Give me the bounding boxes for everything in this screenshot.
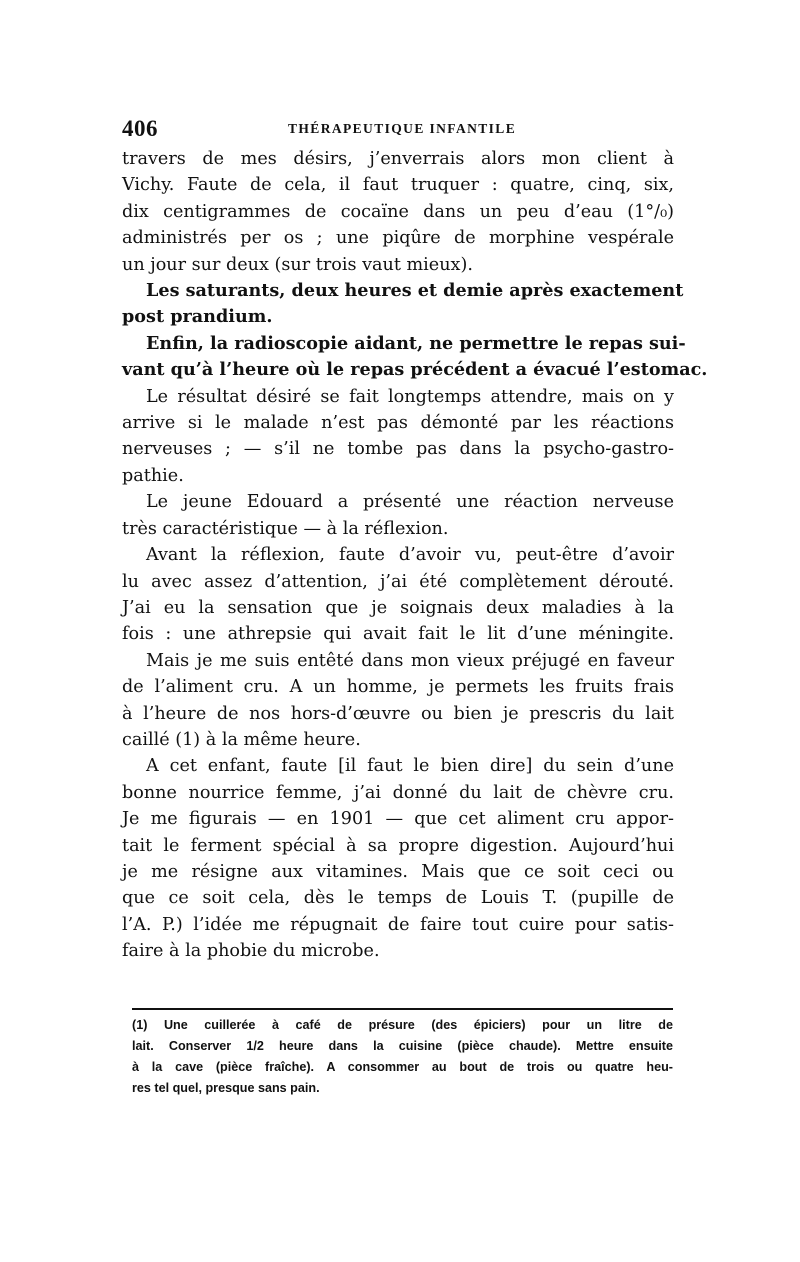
footnote-line: lait. Conserver 1/2 heure dans la cuisine (pièce chaude). Mettre ensuite [132, 1039, 673, 1053]
text-line: A cet enfant, faute [il faut le bien dire] du sein d’une [146, 756, 674, 777]
text-line: dix centigrammes de cocaïne dans un peu d’eau (1°/₀) [122, 201, 674, 222]
text-line: tait le ferment spécial à sa propre digestion. Aujourd’hui [122, 835, 674, 856]
paragraph [122, 542, 674, 648]
text-line: lu avec assez d’attention, j’ai été complètement dérouté. [122, 571, 674, 592]
paragraph [122, 489, 674, 542]
paragraph [122, 648, 674, 754]
text-line: très caractéristique — à la réflexion. [122, 518, 449, 539]
body-text [122, 146, 708, 965]
text-line: Les saturants, deux heures et demie après exactement [146, 280, 684, 302]
text-line: je me résigne aux vitamines. Mais que ce soit ceci ou [122, 861, 674, 882]
text-line: fois : une athrepsie qui avait fait le lit d’une méningite. [122, 624, 674, 645]
text-line: faire à la phobie du microbe. [122, 941, 380, 962]
text-line: Mais je me suis entêté dans mon vieux préjugé en faveur [146, 650, 674, 671]
text-line: Le résultat désiré se fait longtemps attendre, mais on y [146, 386, 674, 407]
footnote-divider [132, 1008, 673, 1010]
paragraph [122, 331, 708, 384]
text-line: arrive si le malade n’est pas démonté par les réactions [122, 413, 674, 434]
text-line: Je me figurais — en 1901 — que cet aliment cru appor- [122, 809, 674, 830]
text-line: un jour sur deux (sur trois vaut mieux). [122, 254, 473, 275]
text-line: post prandium. [122, 306, 273, 328]
text-line: vant qu’à l’heure où le repas précédent a évacué l’estomac. [122, 359, 708, 381]
text-line: J’ai eu la sensation que je soignais deux maladies à la [122, 597, 674, 618]
paragraph [122, 753, 674, 964]
paragraph [122, 146, 674, 278]
text-line: Vichy. Faute de cela, il faut truquer : quatre, cinq, six, [122, 175, 674, 196]
footnote-line: à la cave (pièce fraîche). A consommer au bout de trois ou quatre heu- [132, 1060, 673, 1074]
running-title: THÉRAPEUTIQUE INFANTILE [288, 121, 517, 136]
page-number: 406 [122, 116, 158, 141]
text-line: pathie. [122, 465, 184, 486]
text-line: administrés per os ; une piqûre de morphine vespérale [122, 228, 674, 249]
text-line: bonne nourrice femme, j’ai donné du lait de chèvre cru. [122, 782, 674, 803]
footnote-line: res tel quel, presque sans pain. [132, 1081, 320, 1095]
text-line: Le jeune Edouard a présenté une réaction nerveuse [146, 492, 674, 513]
paragraph [122, 384, 674, 490]
footnote-line: (1) Une cuillerée à café de présure (des épiciers) pour un litre de [132, 1018, 673, 1032]
text-line: de l’aliment cru. A un homme, je permets les fruits frais [122, 677, 674, 698]
page-header [122, 116, 674, 142]
text-line: travers de mes désirs, j’enverrais alors mon client à [122, 149, 674, 169]
text-line: Avant la réflexion, faute d’avoir vu, peut-être d’avoir [146, 545, 674, 566]
footnote [132, 1015, 673, 1099]
text-line: caillé (1) à la même heure. [122, 729, 361, 750]
text-line: Enfin, la radioscopie aidant, ne permettre le repas sui- [146, 332, 686, 354]
text-line: l’A. P.) l’idée me répugnait de faire tout cuire pour satis- [122, 914, 674, 935]
text-line: à l’heure de nos hors-d’œuvre ou bien je prescris du lait [122, 703, 674, 724]
paragraph [122, 278, 684, 331]
text-line: que ce soit cela, dès le temps de Louis T. (pupille de [122, 888, 674, 909]
text-line: nerveuses ; — s’il ne tombe pas dans la psycho-gastro- [122, 439, 674, 460]
